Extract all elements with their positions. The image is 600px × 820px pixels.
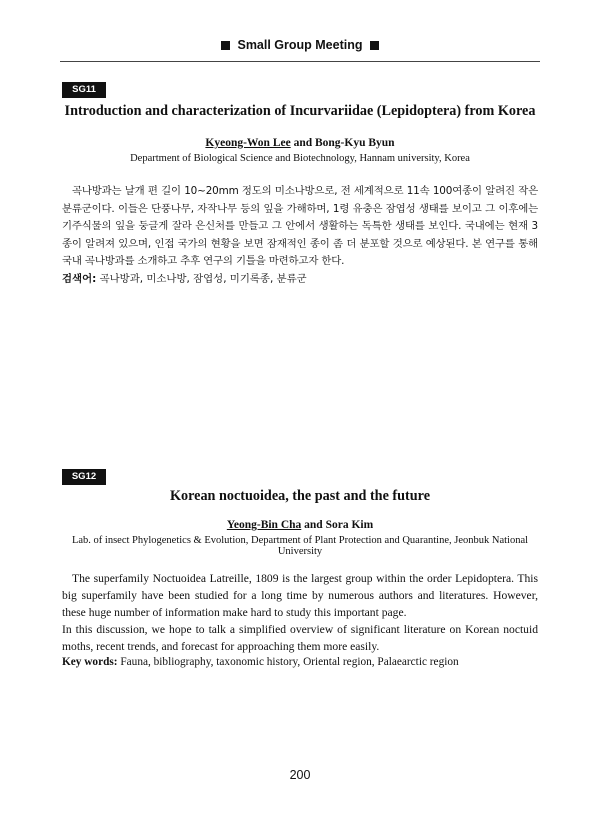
header-title: Small Group Meeting [237, 38, 363, 52]
keywords-label: 검색어: [62, 273, 97, 285]
page-number: 200 [289, 768, 311, 782]
abstract-body: 곡나방과는 날개 편 길이 10~20mm 정도의 미소나방으로, 전 세계적으로 11속 100여종이 알려진 작은 분류군이다. 이들은 단풍나무, 자작나무 등의 잎을 가해하며, 1령 유충은 잠엽성 생태를 보이고 그 이후에는 기주식물의 잎을 둥글게 잘라 은신처를 만들고 그 안에서 생활하는 독특한 생태를 보인다. 국내에는 현재 3종이 알려져 있으며, 인접 국가의 현황을 보면 잠재적인 종이 좀 더 분포할 것으로 예상된다. 본 연구를 통해 국내 곡나방과를 소개하고 추후 연구의 기틀을 마련하고자 한다. [62, 185, 538, 267]
keywords-label: Key words: [62, 656, 118, 668]
square-bullet-icon [370, 41, 379, 50]
presenting-author: Kyeong-Won Lee [205, 137, 291, 149]
square-bullet-icon [221, 41, 230, 50]
abstract-title: Korean noctuoidea, the past and the future [170, 488, 430, 504]
affiliation: Lab. of insect Phylogenetics & Evolution, Department of Plant Protection and Quarantine, Jeonbuk National University [71, 535, 529, 557]
author-line [60, 519, 540, 531]
header-divider [60, 61, 540, 62]
session-tag: SG12 [62, 469, 106, 485]
co-authors: and Sora Kim [301, 519, 374, 531]
author-line [60, 137, 540, 149]
running-header [60, 38, 540, 60]
affiliation: Department of Biological Science and Biotechnology, Hannam university, Korea [130, 153, 470, 164]
keywords-line [62, 270, 538, 285]
presenting-author: Yeong-Bin Cha [226, 519, 302, 531]
abstract-title: Introduction and characterization of Incurvariidae (Lepidoptera) from Korea [64, 103, 536, 119]
keywords-line [62, 656, 538, 668]
co-authors: and Bong-Kyu Byun [290, 137, 395, 149]
abstract-paragraph: The superfamily Noctuoidea Latreille, 1809 is the largest group within the order Lepidoptera. This big superfamily have been studied for a long time by numerous authors and literatures. However, these huge number of information make hard to study this important page. [62, 572, 538, 619]
keywords-text: 곡나방과, 미소나방, 잠엽성, 미기록종, 분류군 [96, 273, 307, 285]
session-tag: SG11 [62, 82, 106, 98]
abstract-paragraph: In this discussion, we hope to talk a simplified overview of significant literature on Korean noctuid moths, recent trends, and forecast for approaching them more easily. [62, 623, 538, 653]
abstract-body [62, 570, 538, 655]
keywords-text: Fauna, bibliography, taxonomic history, Oriental region, Palaearctic region [117, 656, 459, 668]
